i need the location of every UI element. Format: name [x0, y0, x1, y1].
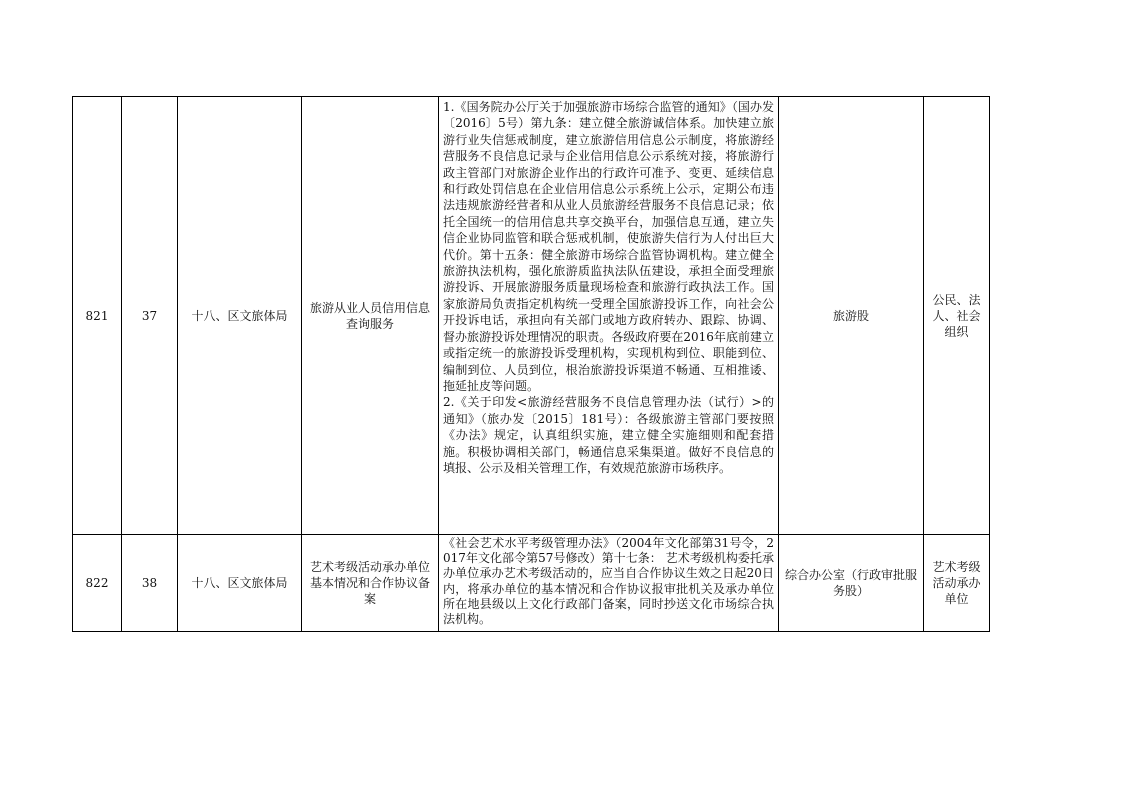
- implementing-unit-text: 综合办公室（行政审批服务股）: [785, 568, 918, 598]
- table-row: [73, 97, 990, 535]
- service-target-text: 公民、法人、社会组织: [932, 292, 981, 339]
- legal-basis-cell: [439, 97, 779, 535]
- department-text: 十八、区文旅体局: [191, 576, 288, 590]
- department-text: 十八、区文旅体局: [191, 308, 288, 323]
- item-name-text: 旅游从业人员信用信息查询服务: [309, 300, 430, 331]
- legal-basis-paragraph: 《社会艺术水平考级管理办法》（2004年文化部第31号令，2017年文化部令第57号修改）第十七条： 艺术考级机构委托承办单位承办艺术考级活动的，应当自合作协议生效之日起20日内，将承办单位的基本情况和合作协议报审批机关及承办单位所在地县级以上文化行政部门备案，同时抄送文化市场综合执法机构。: [443, 536, 774, 627]
- service-target-cell: [924, 97, 990, 535]
- implementing-unit-cell: [779, 535, 924, 632]
- legal-basis-paragraph: 2.《关于印发<旅游经营服务不良信息管理办法（试行）>的通知》（旅办发〔2015〕181号）：各级旅游主管部门要按照《办法》规定，认真组织实施，建立健全实施细则和配套措施。积极协调相关部门，畅通信息采集渠道。做好不良信息的填报、公示及相关管理工作，有效规范旅游市场秩序。: [443, 395, 774, 475]
- table-row: [73, 535, 990, 632]
- department-cell: [178, 535, 302, 632]
- department-cell: [178, 97, 302, 535]
- implementing-unit-cell: [779, 97, 924, 535]
- service-target-text: 艺术考级活动承办单位: [932, 560, 981, 606]
- item-name-cell: [302, 535, 439, 632]
- service-target-cell: [924, 535, 990, 632]
- item-name-text: 艺术考级活动承办单位基本情况和合作协议备案: [309, 560, 430, 606]
- service-items-table: [72, 96, 990, 632]
- legal-basis-paragraph: 1.《国务院办公厅关于加强旅游市场综合监管的通知》（国办发〔2016〕5号）第九条：建立健全旅游诚信体系。加快建立旅游行业失信惩戒制度，建立旅游信用信息公示制度，将旅游经营服务不良信息记录与企业信用信息公示系统对接，将旅游行政主管部门对旅游企业作出的行政许可准予、变更、延续信息和行政处罚信息在企业信用信息公示系统上公示，定期公布违法违规旅游经营者和从业人员旅游经营服务不良信息记录；依托全国统一的信用信息共享交换平台，加强信息互通，建立失信企业协同监管和联合惩戒机制，使旅游失信行为人付出巨大代价。第十五条：健全旅游市场综合监管协调机构。建立健全旅游执法机构，强化旅游质监执法队伍建设，承担全面受理旅游投诉、开展旅游服务质量现场检查和旅游行政执法工作。国家旅游局负责指定机构统一受理全国旅游投诉工作，向社会公开投诉电话，承担向有关部门或地方政府转办、跟踪、协调、督办旅游投诉处理情况的职责。各级政府要在2016年底前建立或指定统一的旅游投诉受理机构，实现机构到位、职能到位、编制到位、人员到位，根治旅游投诉渠道不畅通、互相推诿、拖延扯皮等问题。: [443, 100, 774, 393]
- legal-basis-text: [439, 535, 778, 629]
- row-index-cell: 822: [73, 535, 122, 632]
- legal-basis-text: [439, 97, 778, 478]
- implementing-unit-text: 旅游股: [832, 308, 869, 323]
- row-sub-index-cell: 37: [122, 97, 178, 535]
- legal-basis-cell: [439, 535, 779, 632]
- row-index-cell: 821: [73, 97, 122, 535]
- row-sub-index-cell: 38: [122, 535, 178, 632]
- item-name-cell: [302, 97, 439, 535]
